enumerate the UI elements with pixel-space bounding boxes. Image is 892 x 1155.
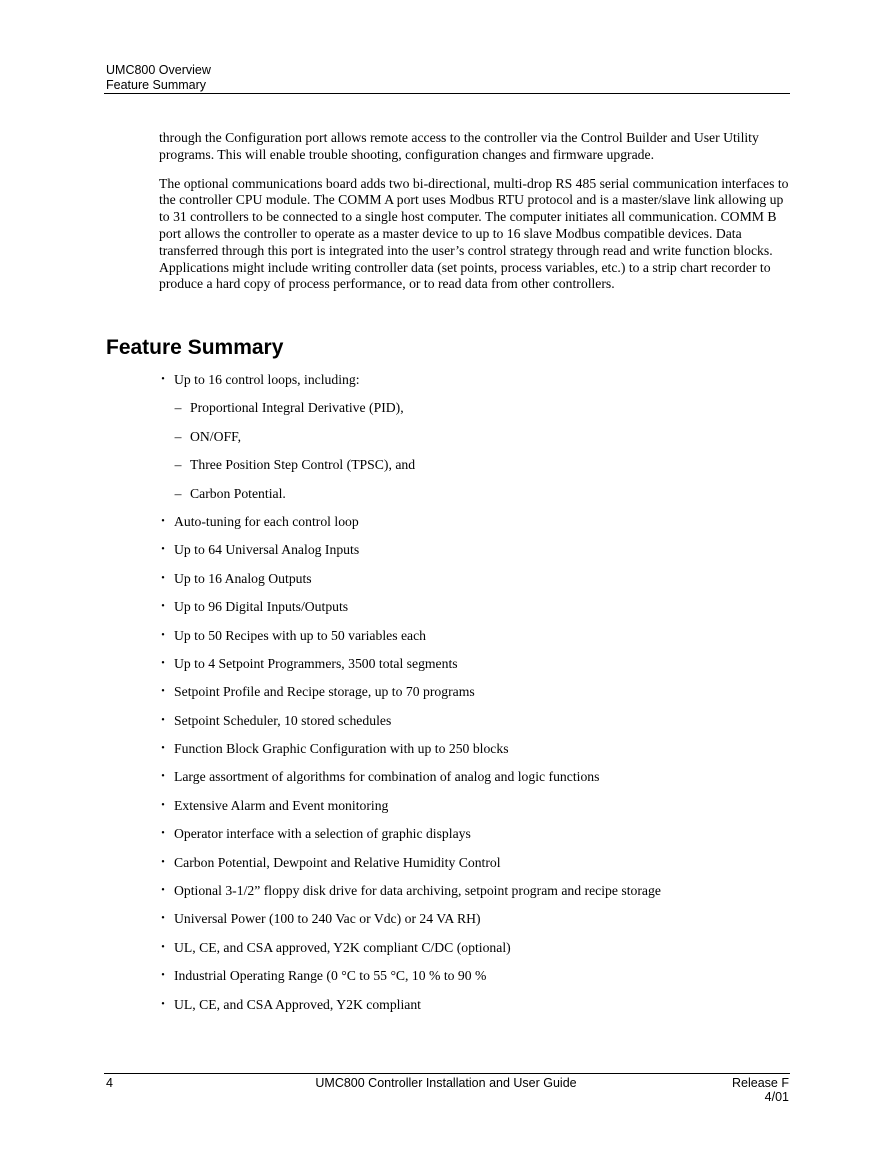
section-heading: Feature Summary	[106, 336, 284, 359]
header-section: Feature Summary	[106, 78, 207, 92]
feature-item	[157, 936, 787, 964]
paragraph-config-port: through the Configuration port allows remote access to the controller via the Control Builder and User Utility programs. This will enable trouble shooting, configuration changes and firmware upgrade.	[159, 130, 759, 162]
release-label: Release F	[732, 1076, 789, 1090]
feature-item	[157, 595, 787, 623]
bullet-marker: •	[161, 998, 165, 1010]
feature-subitem	[157, 425, 787, 453]
dash-marker: –	[174, 400, 182, 416]
feature-item	[157, 624, 787, 652]
feature-item	[157, 680, 787, 708]
feature-text: Universal Power (100 to 240 Vac or Vdc) or 24 VA RH)	[174, 911, 481, 927]
feature-text: Up to 16 Analog Outputs	[174, 570, 312, 586]
feature-text: Optional 3-1/2” floppy disk drive for data archiving, setpoint program and recipe storage	[174, 883, 661, 899]
bullet-marker: •	[161, 601, 165, 613]
feature-text: Carbon Potential.	[190, 485, 286, 501]
feature-text: Extensive Alarm and Event monitoring	[174, 797, 389, 813]
bullet-marker: •	[161, 544, 165, 556]
feature-text: Up to 96 Digital Inputs/Outputs	[174, 599, 349, 615]
bullet-marker: •	[161, 714, 165, 726]
feature-text: Carbon Potential, Dewpoint and Relative Humidity Control	[174, 854, 501, 870]
bullet-marker: •	[161, 913, 165, 925]
bullet-marker: •	[161, 970, 165, 982]
feature-item	[157, 851, 787, 879]
feature-item	[157, 709, 787, 737]
feature-item	[157, 907, 787, 935]
page-number: 4	[106, 1076, 113, 1090]
bullet-marker: •	[161, 828, 165, 840]
feature-item	[157, 993, 787, 1021]
feature-text: Proportional Integral Derivative (PID),	[190, 400, 404, 416]
feature-text: Three Position Step Control (TPSC), and	[190, 457, 416, 473]
paragraph-comm-board: The optional communications board adds two bi-directional, multi-drop RS 485 serial communication interfaces to the controller CPU module. The COMM A port uses Modbus RTU protocol and is a master/slave link allowing up to 31 controllers to be connected to a single host computer. The computer initiates all communication. COMM B port allows the controller to operate as a master device to up to 16 slave Modbus compatible devices. Data transferred through this port is integrated into the user’s control strategy through read and write function blocks. Applications might include writing controller data (set points, process variables, etc.) to a strip chart recorder to produce a hard copy of process performance, or to read data from other controllers.	[159, 175, 789, 292]
footer-divider	[104, 1073, 790, 1074]
header-divider	[104, 93, 790, 94]
dash-marker: –	[174, 428, 182, 444]
bullet-marker: •	[161, 941, 165, 953]
release-info	[732, 1076, 789, 1104]
feature-item	[157, 765, 787, 793]
feature-item	[157, 737, 787, 765]
release-date: 4/01	[764, 1090, 789, 1104]
feature-text: Operator interface with a selection of graphic displays	[174, 826, 471, 842]
bullet-marker: •	[161, 885, 165, 897]
bullet-marker: •	[161, 743, 165, 755]
feature-item	[157, 538, 787, 566]
feature-text: Large assortment of algorithms for combination of analog and logic functions	[174, 769, 600, 785]
body-text	[159, 130, 791, 293]
feature-text: Setpoint Scheduler, 10 stored schedules	[174, 712, 392, 728]
page-header	[106, 63, 790, 93]
feature-text: UL, CE, and CSA approved, Y2K compliant C/DC (optional)	[174, 939, 511, 955]
feature-list	[157, 368, 787, 1021]
bullet-marker: •	[161, 856, 165, 868]
feature-text: Up to 64 Universal Analog Inputs	[174, 542, 360, 558]
feature-item	[157, 567, 787, 595]
bullet-marker: •	[161, 799, 165, 811]
feature-text: Up to 16 control loops, including:	[174, 372, 360, 387]
bullet-marker: •	[161, 657, 165, 669]
header-chapter: UMC800 Overview	[106, 63, 211, 77]
dash-marker: –	[174, 457, 182, 473]
feature-text: Industrial Operating Range (0 °C to 55 °C, 10 % to 90 %	[174, 968, 487, 984]
bullet-marker: •	[161, 771, 165, 783]
feature-text: Setpoint Profile and Recipe storage, up to 70 programs	[174, 684, 475, 700]
feature-subitem	[157, 453, 787, 481]
feature-text: ON/OFF,	[190, 428, 242, 444]
feature-subitem	[157, 396, 787, 424]
feature-text: Up to 4 Setpoint Programmers, 3500 total segments	[174, 655, 458, 671]
feature-item	[157, 879, 787, 907]
feature-text: Function Block Graphic Configuration with up to 250 blocks	[174, 741, 509, 757]
bullet-marker: •	[161, 374, 165, 385]
dash-marker: –	[174, 485, 182, 501]
document-title: UMC800 Controller Installation and User Guide	[315, 1076, 577, 1090]
bullet-marker: •	[161, 515, 165, 527]
feature-item	[157, 964, 787, 992]
bullet-marker: •	[161, 686, 165, 698]
feature-item	[157, 510, 787, 538]
feature-text: Up to 50 Recipes with up to 50 variables each	[174, 627, 427, 643]
feature-subitem	[157, 482, 787, 510]
feature-text: UL, CE, and CSA Approved, Y2K compliant	[174, 996, 421, 1012]
bullet-marker: •	[161, 629, 165, 641]
feature-text: Auto-tuning for each control loop	[174, 513, 359, 529]
feature-item	[157, 794, 787, 822]
bullet-marker: •	[161, 572, 165, 584]
feature-item	[157, 822, 787, 850]
feature-item	[157, 652, 787, 680]
feature-item	[157, 368, 787, 396]
